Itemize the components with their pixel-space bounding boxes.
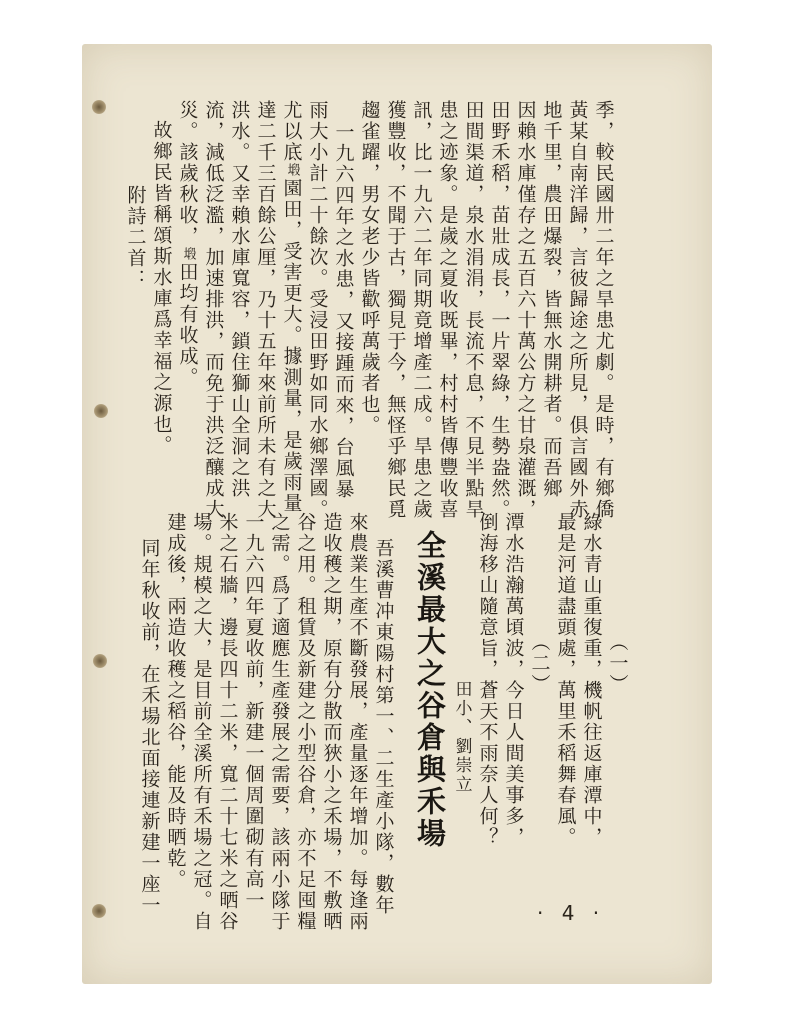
text-column: 來農業生產不斷發展，產量逐年增加。每逢兩 <box>346 512 369 932</box>
text-run-small: 塅 <box>180 247 196 262</box>
text-column: 地千里，農田爆裂，皆無水開耕者。而吾鄉 <box>540 100 563 499</box>
text-column: 訊，比一九六二年同期竟增產二成。旱患之歲 <box>410 100 433 520</box>
text-column: 一九六四年夏收前，新建一個周圍砌有高一 <box>242 512 265 911</box>
text-column-mixed <box>174 100 201 388</box>
text-column: 雨大小計二十餘次。受浸田野如同水鄉澤國。 <box>306 100 329 520</box>
punch-hole <box>92 100 106 114</box>
text-column: 流，減低泛濫，加速排洪，而免于洪泛釀成大 <box>202 100 225 520</box>
text-column: 獲豐收，不聞于古，獨見于今，無怪乎鄉民覓 <box>384 100 407 520</box>
poem-line: 潭水浩瀚萬頃波，今日人間美事多， <box>502 512 525 848</box>
poem-marker: （二） <box>528 632 551 695</box>
text-column: 附詩二首： <box>124 185 147 290</box>
text-column: 谷之用。租賃及新建之小型谷倉，亦不足囤糧 <box>294 512 317 932</box>
article-headline: 全溪最大之谷倉與禾場 <box>413 530 447 850</box>
text-column: 建成後，兩造收穫之稻谷，能及時晒乾。 <box>164 512 187 890</box>
poem-author: 田小、劉崇立 <box>451 680 472 794</box>
punch-hole <box>93 654 107 668</box>
punch-hole <box>92 904 106 918</box>
text-column: 一九六四年之水患，又接踵而來，台風暴 <box>332 122 355 500</box>
poem-line: 倒海移山隨意旨，蒼天不雨奈人何？ <box>476 512 499 848</box>
poem-line: 綠水青山重復重，機帆往返庫潭中， <box>580 512 603 848</box>
poem-line: 最是河道盡頭處，萬里禾稻舞春風。 <box>554 512 577 848</box>
text-run: 災。該歲秋收， <box>176 100 199 247</box>
text-column: 黃某自南洋歸，言彼歸途之所見，俱言國外赤 <box>566 100 589 520</box>
text-column: 場。規模之大，是目前全溪所有禾場之冠。自 <box>190 512 213 932</box>
text-column: 故鄉民皆稱頌斯水庫爲幸福之源也。 <box>150 120 173 456</box>
text-column: 同年秋收前，在禾場北面接連新建一座一 <box>138 538 161 916</box>
text-column: 洪水。又幸賴水庫寬容，鎖住獅山全洞之洪 <box>228 100 251 499</box>
text-column: 達二千三百餘公厘，乃十五年來前所未有之大 <box>254 100 277 520</box>
text-column: 因賴水庫僅存之五百六十萬公方之甘泉灌溉， <box>514 100 537 520</box>
text-run: 園田，受害更大。據測量，是歲雨量 <box>280 178 303 514</box>
text-column: 之需。爲了適應生產發展之需要，該兩小隊于 <box>268 512 291 932</box>
text-column: 田間渠道，泉水涓涓，長流不息，不見半點旱 <box>462 100 485 520</box>
punch-hole <box>94 404 108 418</box>
text-column: 吾溪曹冲東陽村第一、二生產小隊，數年 <box>372 538 395 916</box>
poem-marker: （一） <box>606 632 629 695</box>
text-run: 尤以底 <box>280 100 303 163</box>
text-run: 田均有收成。 <box>176 262 199 388</box>
text-column: 趨雀躍，男女老少皆歡呼萬歲者也。 <box>358 100 381 436</box>
page-number: · 4 · <box>537 901 606 925</box>
text-column: 造收穫之期，原有分散而狹小之禾場，不敷晒 <box>320 512 343 932</box>
text-column: 米之石牆，邊長四十二米，寬二十七米之晒谷 <box>216 512 239 932</box>
text-column: 季，較民國卅二年之旱患尤劇。是時，有鄉僑 <box>592 100 615 520</box>
text-run-small: 塅 <box>284 163 300 178</box>
text-column: 田野禾稻，苗壯成長，一片翠綠，生勢盎然。 <box>488 100 511 520</box>
text-column-mixed <box>278 100 305 514</box>
text-column: 患之迹象。是歲之夏收既畢，村村皆傳豐收喜 <box>436 100 459 520</box>
